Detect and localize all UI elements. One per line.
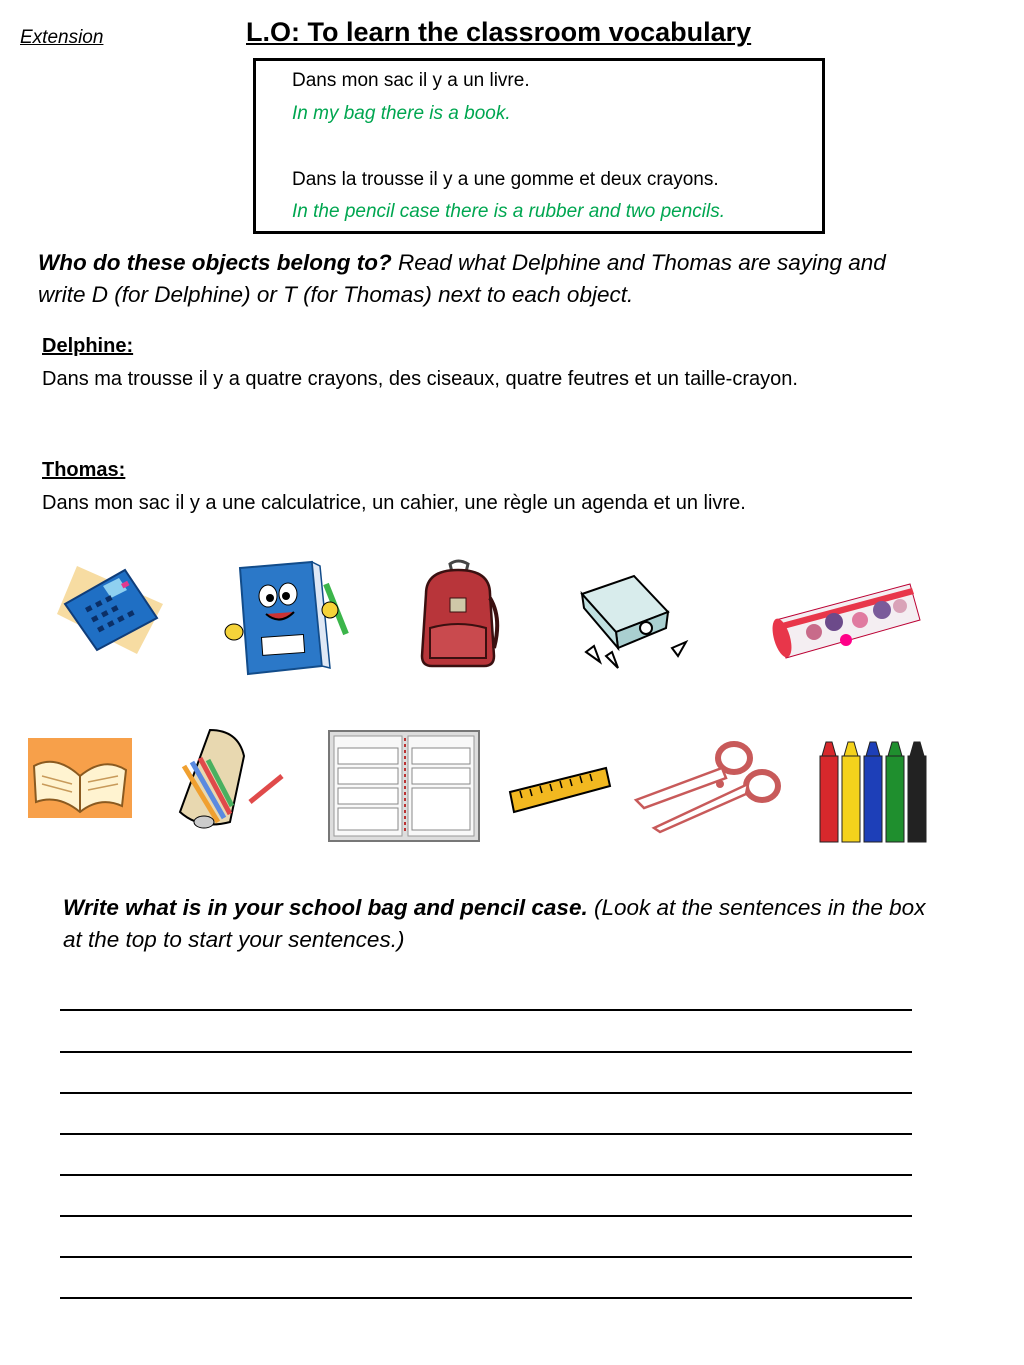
felt-tip-pens-icon [818, 738, 928, 848]
example-sentence-2-english: In the pencil case there is a rubber and two pencils. [292, 201, 726, 222]
exercise-book-icon [222, 558, 354, 678]
answer-line[interactable] [60, 1297, 912, 1299]
delphine-name: Delphine: [42, 335, 134, 357]
answer-line[interactable] [60, 1215, 912, 1217]
ruler-icon [508, 764, 610, 820]
pencils-icon [170, 726, 286, 830]
example-sentence-2-french: Dans la trousse il y a une gomme et deux crayons. [292, 169, 719, 190]
example-sentences-box [253, 58, 825, 234]
task1-instruction-text: Read what Delphine and Thomas are saying and write D (for Delphine) or T (for Thomas) next to each object. [38, 250, 886, 307]
answer-line[interactable] [60, 1174, 912, 1176]
thomas-speech: Dans mon sac il y a une calculatrice, un cahier, une règle un agenda et un livre. [42, 492, 746, 514]
delphine-speech: Dans ma trousse il y a quatre crayons, des ciseaux, quatre feutres et un taille-crayon. [42, 368, 798, 390]
thomas-name: Thomas: [42, 459, 126, 481]
open-book-icon [26, 736, 134, 820]
task2-instructions [63, 892, 943, 956]
task1-question: Who do these objects belong to? [38, 250, 392, 275]
answer-line[interactable] [60, 1133, 912, 1135]
answer-line[interactable] [60, 1256, 912, 1258]
page-title: L.O: To learn the classroom vocabulary [246, 17, 752, 47]
diary-icon [328, 730, 480, 842]
pencil-sharpener-icon [576, 572, 688, 672]
example-sentence-1-french: Dans mon sac il y a un livre. [292, 70, 530, 91]
task2-instruction-text: (Look at the sentences in the box at the top to start your sentences.) [63, 895, 926, 952]
backpack-icon [414, 558, 502, 670]
answer-line[interactable] [60, 1009, 912, 1011]
example-sentence-1-english: In my bag there is a book. [292, 103, 511, 124]
pencil-case-icon [770, 580, 922, 662]
answer-line[interactable] [60, 1092, 912, 1094]
task2-question: Write what is in your school bag and pencil case. [63, 895, 588, 920]
task1-instructions [38, 247, 918, 311]
answer-line[interactable] [60, 1051, 912, 1053]
extension-label: Extension [20, 27, 104, 48]
calculator-icon [55, 562, 167, 656]
scissors-icon [634, 738, 782, 832]
